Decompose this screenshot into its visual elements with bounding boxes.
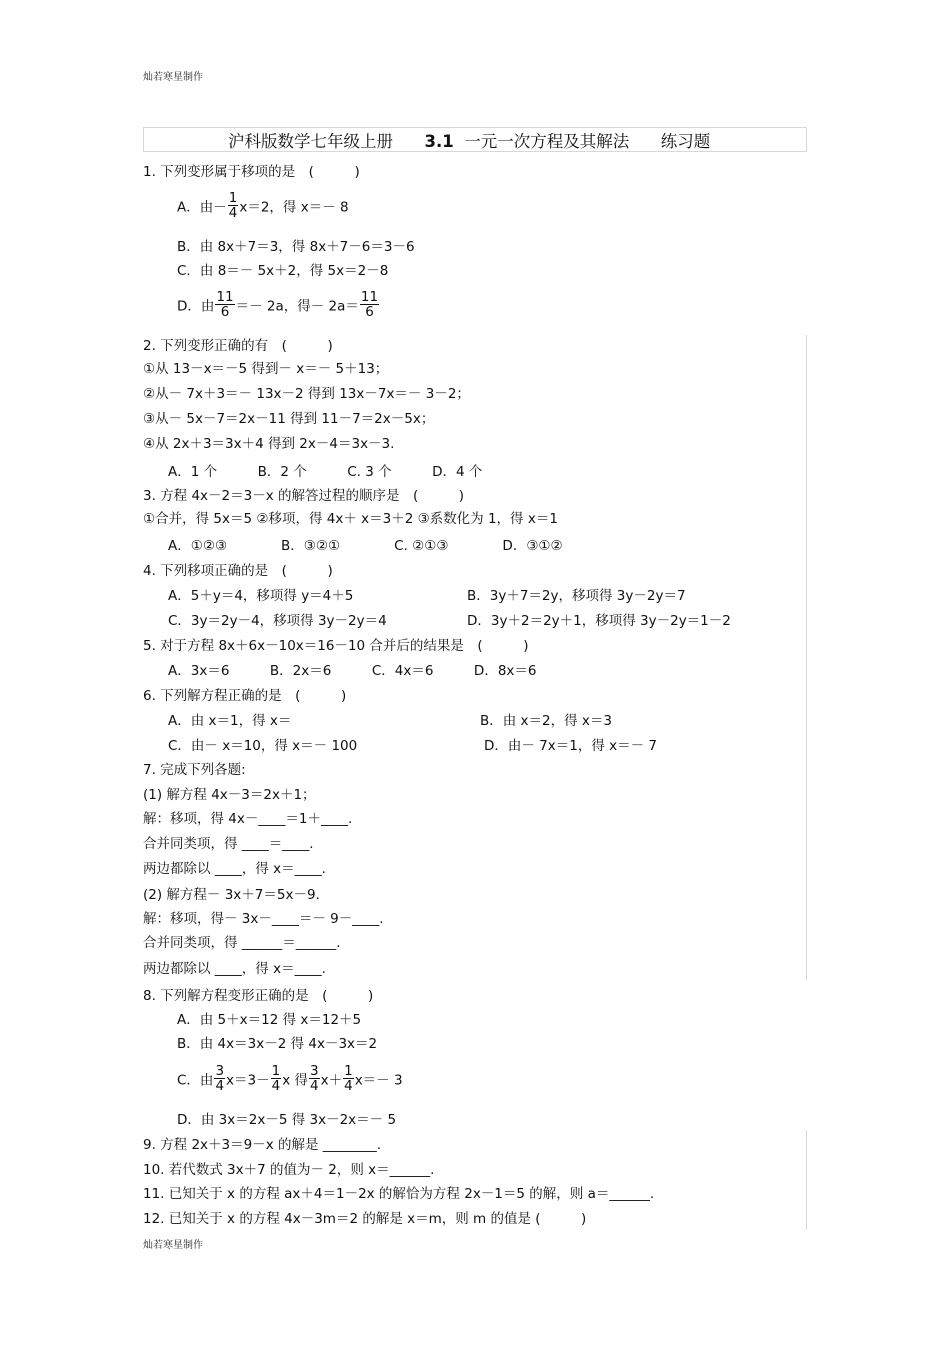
q5-options: A．3x＝6 B．2x＝6 C．4x＝6 D．8x＝6 <box>168 663 537 679</box>
q8-c-part: x＝3－ <box>226 1072 270 1089</box>
fraction-numerator: 1 <box>228 190 238 206</box>
fraction-denominator: 4 <box>310 1078 319 1094</box>
fraction <box>343 1064 354 1093</box>
q4-option-b: B．3y＋7＝2y，移项得 3y－2y＝7 <box>467 588 686 604</box>
footer-note: 灿若寒星制作 <box>143 1240 203 1251</box>
q2-item-2: ②从－ 7x＋3＝－ 13x－2 得到 13x－7x＝－ 3－2； <box>143 386 470 402</box>
page-title <box>228 128 710 152</box>
title-section: 3.1 <box>424 132 454 151</box>
q10: 10. 若代数式 3x＋7 的值为－ 2，则 x＝______. <box>143 1162 435 1178</box>
q6-option-a: A．由 x＝1，得 x＝ <box>168 713 292 729</box>
q6-option-c: C．由－ x＝10，得 x＝－ 100 <box>168 738 358 754</box>
q7-part2-step-c: 两边都除以 ____，得 x＝____. <box>143 961 326 977</box>
header-note: 灿若寒星制作 <box>143 72 203 83</box>
title-topic: 一元一次方程及其解法 <box>464 132 630 151</box>
q1-a-suffix: x＝2，得 x＝－ 8 <box>239 199 349 216</box>
fraction-denominator: 4 <box>215 1078 225 1094</box>
q11: 11. 已知关于 x 的方程 ax＋4＝1－2x 的解恰为方程 2x－1＝5 的解，则 a＝______. <box>143 1186 655 1202</box>
frame-left-line <box>143 127 144 151</box>
q1-option-a <box>177 191 349 220</box>
q1-option-b: B．由 8x＋7＝3，得 8x＋7－6＝3－6 <box>177 239 415 255</box>
fraction-denominator: 6 <box>220 304 230 320</box>
q4-option-c: C．3y＝2y－4，移项得 3y－2y＝4 <box>168 613 387 629</box>
q5-stem: 5. 对于方程 8x＋6x－10x＝16－10 合并后的结果是 ( ) <box>143 638 529 654</box>
fraction-numerator: 11 <box>216 289 234 305</box>
q7-part2: (2) 解方程－ 3x＋7＝5x－9. <box>143 887 320 903</box>
fraction-denominator: 6 <box>365 304 374 320</box>
title-kind: 练习题 <box>660 132 711 151</box>
frame-right-line-top <box>806 127 807 151</box>
fraction-numerator: 11 <box>360 289 379 305</box>
q7-part1: (1) 解方程 4x－3＝2x＋1； <box>143 787 316 803</box>
q8-c-prefix: C．由 <box>177 1072 214 1089</box>
q3-stem: 3. 方程 4x－2＝3－x 的解答过程的顺序是 ( ) <box>143 488 465 504</box>
q1-stem: 1. 下列变形属于移项的是 ( ) <box>143 164 360 180</box>
fraction <box>360 290 379 319</box>
q1-option-d <box>177 290 380 319</box>
q7-part1-step-b: 合并同类项，得 ____＝____. <box>143 836 314 852</box>
q8-option-d: D．由 3x＝2x－5 得 3x－2x＝－ 5 <box>177 1112 397 1128</box>
q2-stem: 2. 下列变形正确的有 ( ) <box>143 338 333 354</box>
frame-right-line-mid <box>806 335 807 980</box>
q4-stem: 4. 下列移项正确的是 ( ) <box>143 563 333 579</box>
q8-c-part: x 得 <box>282 1072 308 1089</box>
fraction <box>271 1064 282 1093</box>
q8-c-suffix: x＝－ 3 <box>354 1072 403 1089</box>
q3-steps: ①合并，得 5x＝5 ②移项，得 4x＋ x＝3＋2 ③系数化为 1，得 x＝1 <box>143 511 558 527</box>
fraction-numerator: 3 <box>215 1063 225 1079</box>
q7-part1-step-a: 解：移项，得 4x－____＝1＋____. <box>143 811 353 827</box>
q3-options: A．①②③ B．③②① C. ②①③ D．③①② <box>168 538 563 554</box>
q2-options: A．1 个 B．2 个 C. 3 个 D．4 个 <box>168 464 483 480</box>
q12: 12. 已知关于 x 的方程 4x－3m＝2 的解是 x＝m，则 m 的值是 ( ) <box>143 1211 587 1227</box>
fraction-denominator: 4 <box>228 205 238 221</box>
frame-right-line-bottom <box>806 1130 807 1230</box>
q8-stem: 8. 下列解方程变形正确的是 ( ) <box>143 988 374 1004</box>
q7-part2-step-b: 合并同类项，得 ______＝______. <box>143 935 341 951</box>
fraction <box>309 1064 320 1093</box>
fraction-numerator: 3 <box>310 1063 319 1079</box>
q8-option-c <box>177 1064 403 1093</box>
fraction <box>215 290 234 319</box>
fraction-denominator: 4 <box>271 1078 281 1094</box>
q1-d-prefix: D．由 <box>177 298 215 315</box>
fraction <box>214 1064 225 1093</box>
fraction-denominator: 4 <box>344 1078 353 1094</box>
q7-stem: 7. 完成下列各题: <box>143 762 246 778</box>
fraction-numerator: 1 <box>344 1063 353 1079</box>
q9: 9. 方程 2x＋3＝9－x 的解是 ________. <box>143 1137 382 1153</box>
q2-item-4: ④从 2x＋3＝3x＋4 得到 2x－4＝3x－3. <box>143 436 395 452</box>
fraction-numerator: 1 <box>271 1063 281 1079</box>
q2-item-1: ①从 13－x＝－5 得到－ x＝－ 5＋13； <box>143 361 389 377</box>
q8-c-part: x＋ <box>320 1072 343 1089</box>
title-main: 沪科版数学七年级上册 <box>228 132 393 151</box>
q1-a-prefix: A．由－ <box>177 199 227 216</box>
q1-d-middle: ＝－ 2a，得－ 2a＝ <box>235 298 359 315</box>
q4-option-d: D．3y＋2＝2y＋1，移项得 3y－2y＝1－2 <box>467 613 731 629</box>
q1-option-c: C．由 8＝－ 5x＋2，得 5x＝2－8 <box>177 263 389 279</box>
q6-option-b: B．由 x＝2，得 x＝3 <box>480 713 613 729</box>
q7-part1-step-c: 两边都除以 ____，得 x＝____. <box>143 861 326 877</box>
q7-part2-step-a: 解：移项，得－ 3x－____＝－ 9－____. <box>143 911 384 927</box>
fraction <box>228 191 239 220</box>
q2-item-3: ③从－ 5x－7＝2x－11 得到 11－7＝2x－5x； <box>143 411 435 427</box>
q6-stem: 6. 下列解方程正确的是 ( ) <box>143 688 347 704</box>
q8-option-b: B．由 4x＝3x－2 得 4x－3x＝2 <box>177 1036 378 1052</box>
q8-option-a: A．由 5＋x＝12 得 x＝12＋5 <box>177 1012 362 1028</box>
q6-option-d: D．由－ 7x＝1，得 x＝－ 7 <box>484 738 658 754</box>
q4-option-a: A．5＋y＝4，移项得 y＝4＋5 <box>168 588 354 604</box>
